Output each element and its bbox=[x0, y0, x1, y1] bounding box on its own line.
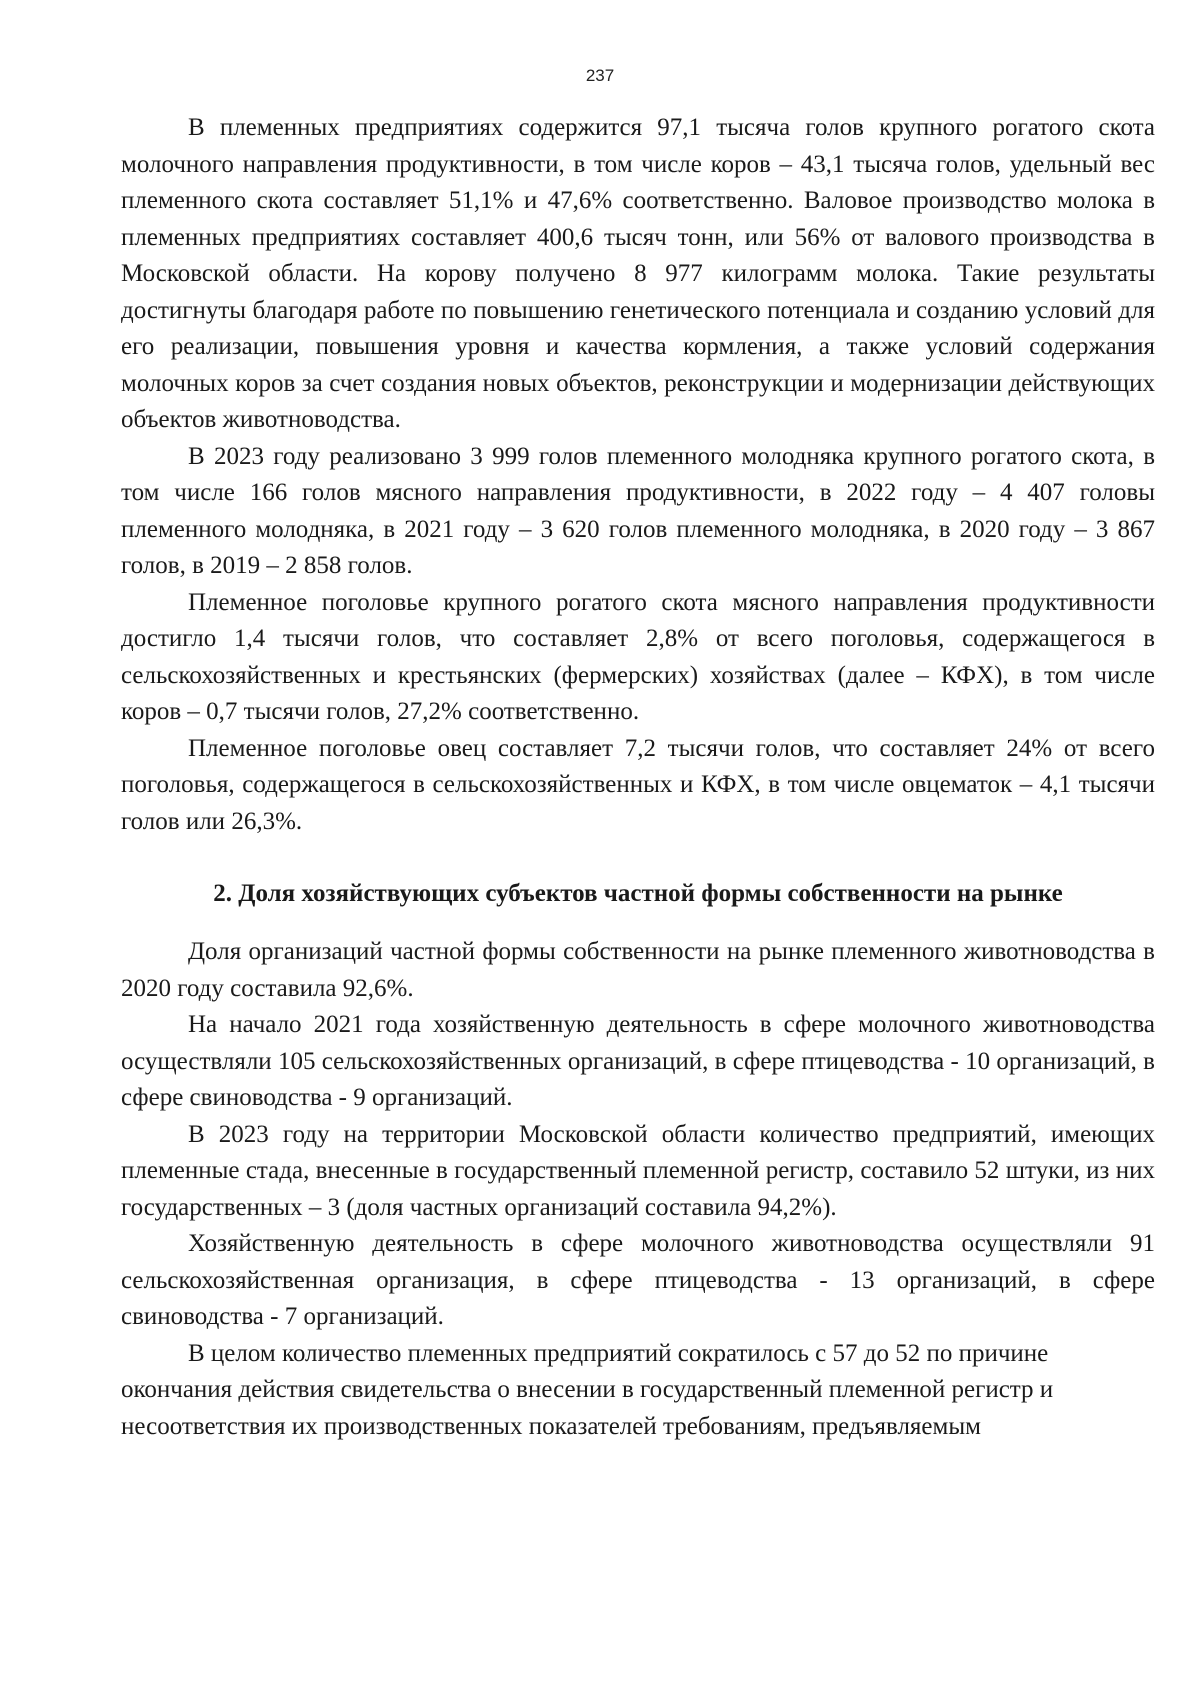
paragraph: В племенных предприятиях содержится 97,1 тысяча голов крупного рогатого скота молочного направления продуктивности, в том числе коров – 43,1 тысяча голов, удельный вес племенного скота составляет 51,1% и 47,6% соответственно. Валовое производство молока в племенных предприятиях составляет 400,6 тысяч тонн, или 56% от валового производства в Московской области. На корову получено 8 977 килограмм молока. Такие результаты достигнуты благодаря работе по повышению генетического потенциала и созданию условий для его реализации, повышения уровня и качества кормления, а также условий содержания молочных коров за счет создания новых объектов, реконструкции и модернизации действующих объектов животноводства. bbox=[121, 114, 1155, 433]
paragraph: Племенное поголовье крупного рогатого скота мясного направления продуктивности достигло 1,4 тысячи голов, что составляет 2,8% от всего поголовья, содержащегося в сельскохозяйственных и крестьянских (фермерских) хозяйствах (далее – КФХ), в том числе коров – 0,7 тысячи голов, 27,2% соответственно. bbox=[121, 588, 1155, 725]
section-heading: 2. Доля хозяйствующих субъектов частной формы собственности на рынке bbox=[213, 880, 1063, 907]
paragraph: Доля организаций частной формы собственности на рынке племенного животноводства в 2020 году составила 92,6%. bbox=[121, 938, 1155, 1002]
paragraph: В 2023 году реализовано 3 999 голов племенного молодняка крупного рогатого скота, в том числе 166 голов мясного направления продуктивности, в 2022 году – 4 407 головы племенного молодняка, в 2021 году – 3 620 голов племенного молодняка, в 2020 году – 3 867 голов, в 2019 – 2 858 голов. bbox=[121, 442, 1155, 579]
paragraph: На начало 2021 года хозяйственную деятельность в сфере молочного животноводства осуществляли 105 сельскохозяйственных организаций, в сфере птицеводства - 10 организаций, в сфере свиноводства - 9 организаций. bbox=[121, 1011, 1155, 1111]
paragraph: Хозяйственную деятельность в сфере молочного животноводства осуществляли 91 сельскохозяйственная организация, в сфере птицеводства - 13 организаций, в сфере свиноводства - 7 организаций. bbox=[121, 1230, 1155, 1330]
paragraph: В целом количество племенных предприятий сократилось с 57 до 52 по причине окончания действия свидетельства о внесении в государственный племенной регистр и несоответствия их производственных показателей требованиям, предъявляемым bbox=[121, 1339, 1054, 1440]
paragraph: В 2023 году на территории Московской области количество предприятий, имеющих племенные стада, внесенные в государственный племенной регистр, составило 52 штуки, из них государственных – 3 (доля частных организаций составила 94,2%). bbox=[121, 1120, 1155, 1221]
page-content bbox=[121, 110, 1155, 1445]
paragraph: Племенное поголовье овец составляет 7,2 тысячи голов, что составляет 24% от всего поголовья, содержащегося в сельскохозяйственных и КФХ, в том числе овцематок – 4,1 тысячи голов или 26,3%. bbox=[121, 734, 1155, 835]
page-number: 237 bbox=[585, 66, 615, 85]
